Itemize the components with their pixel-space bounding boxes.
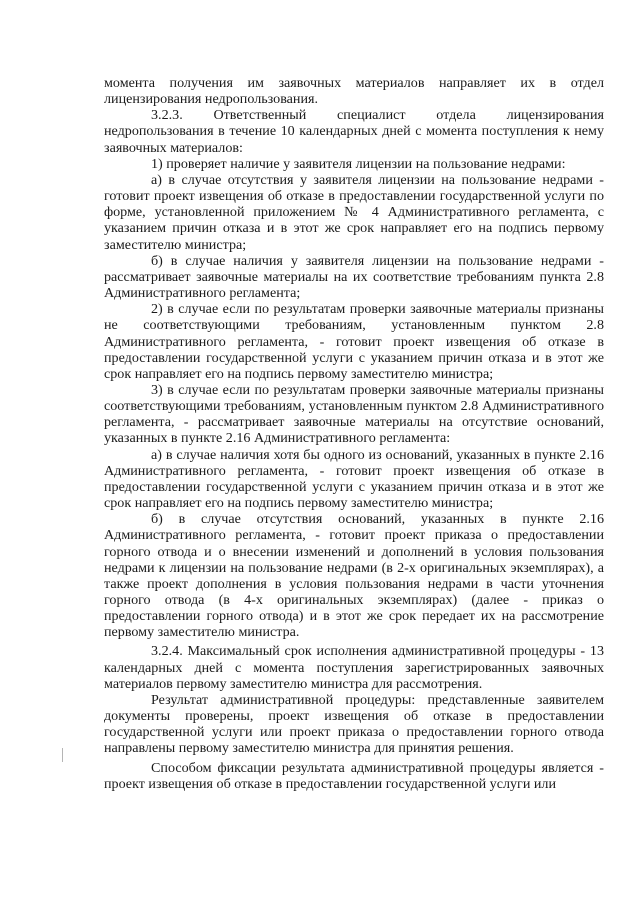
- paragraph-fixation: Способом фиксации результата административной процедуры является - проект извещения об отказе в предоставлении государственной услуги или: [104, 759, 604, 792]
- paragraph-continuation: момента получения им заявочных материалов направляет их в отдел лицензирования недропользования.: [104, 75, 604, 108]
- paragraph-item-1: 1) проверяет наличие у заявителя лицензии на пользование недрами:: [151, 155, 566, 172]
- paragraph-item-3a: а) в случае наличия хотя бы одного из оснований, указанных в пункте 2.16 Административного регламента, - готовит проект извещения об отказе в предоставлении государственной услуги с указанием причин отказа и в этот же срок направляет его на подпись первому заместителю министра;: [104, 446, 604, 512]
- paragraph-3-2-4: 3.2.4. Максимальный срок исполнения административной процедуры - 13 календарных дней с момента поступления зарегистрированных заявочных материалов первому заместителю министра для рассмотрения.: [104, 643, 604, 692]
- paragraph-result: Результат административной процедуры: представленные заявителем документы проверены, проект извещения об отказе в предоставлении государственной услуги или проект приказа о предоставлении горного отвода направлены первому заместителю министра для принятия решения.: [104, 691, 604, 757]
- paragraph-item-1a: а) в случае отсутствия у заявителя лицензии на пользование недрами - готовит проект извещения об отказе в предоставлении государственной услуги по форме, установленной приложением № 4 Административного регламента, с указанием причин отказа и в этот же срок направляет его на подпись первому заместителю министра;: [104, 171, 604, 253]
- paragraph-item-2: 2) в случае если по результатам проверки заявочные материалы признаны не соответствующими требованиям, установленным пунктом 2.8 Административного регламента, - готовит проект извещения об отказе в предоставлении государственной услуги с указанием причин отказа и в этот же срок направляет его на подпись первому заместителю министра;: [104, 301, 604, 382]
- scan-artifact-mark: [62, 748, 63, 762]
- paragraph-item-3b: б) в случае отсутствия оснований, указанных в пункте 2.16 Административного регламента, - готовит проект приказа о предоставлении горного отвода и о внесении изменений и дополнений в условия пользования недрами к лицензии на пользование недрами (в 2-х оригинальных экземплярах), а также проект дополнения в условия пользования недрами в части уточнения горного отвода (в 4-х оригинальных экземплярах) (далее - приказ о предоставлении горного отвода) и в этот же срок передает их на рассмотрение первому заместителю министра.: [104, 511, 604, 641]
- paragraph-item-3: 3) в случае если по результатам проверки заявочные материалы признаны соответствующими требованиям, установленным пунктом 2.8 Административного регламента, - рассматривает заявочные материалы на отсутствие оснований, указанных в пункте 2.16 Административного регламента:: [104, 381, 604, 447]
- paragraph-item-1b: б) в случае наличия у заявителя лицензии на пользование недрами - рассматривает заявочные материалы на их соответствие требованиям пункта 2.8 Административного регламента;: [104, 252, 604, 302]
- document-body: [104, 75, 604, 792]
- paragraph-3-2-3: 3.2.3. Ответственный специалист отдела лицензирования недропользования в течение 10 календарных дней с момента поступления к нему заявочных материалов:: [104, 107, 604, 156]
